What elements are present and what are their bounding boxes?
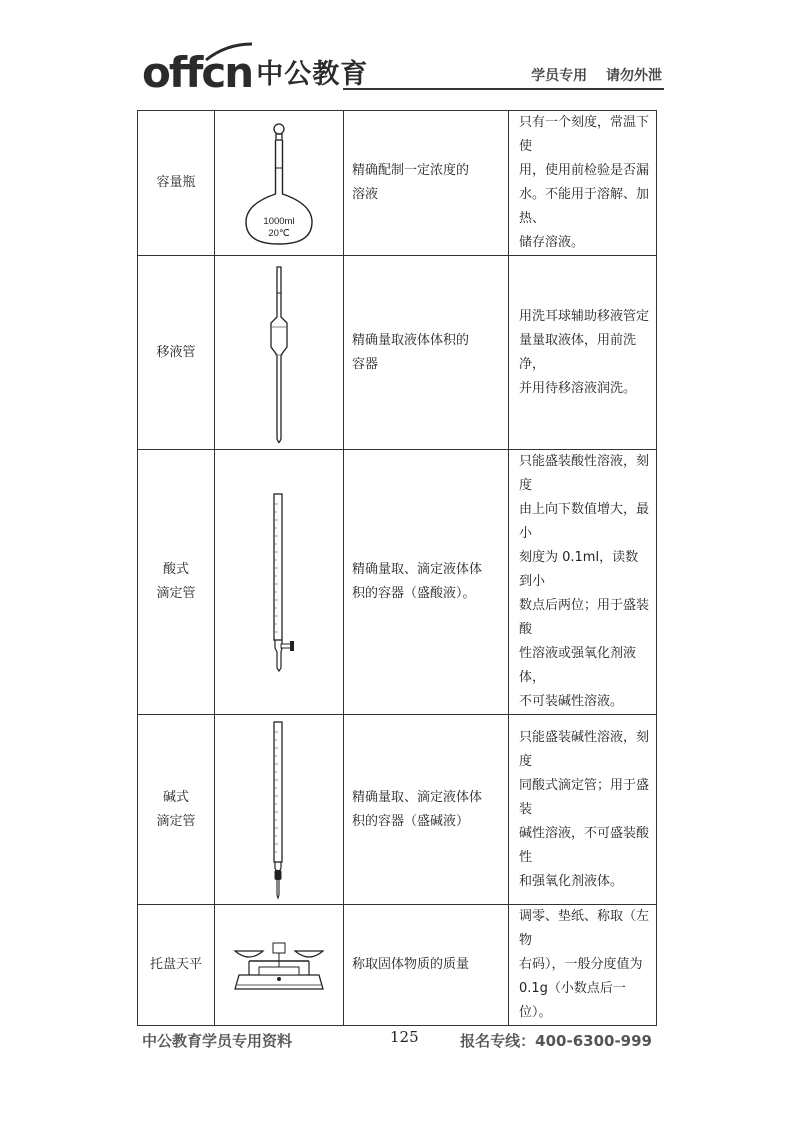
apparatus-use xyxy=(344,111,509,256)
note-line: 量量取液体，用前洗净， xyxy=(519,332,637,372)
note-line: 0.1g（小数点后一位）。 xyxy=(519,981,626,1020)
page-footer xyxy=(142,1030,652,1054)
use-line: 溶液 xyxy=(352,187,379,202)
pan-balance-icon xyxy=(229,937,329,993)
apparatus-image-cell xyxy=(215,905,344,1026)
name-line: 容量瓶 xyxy=(156,175,196,190)
name-line: 托盘天平 xyxy=(149,957,202,972)
footer-label: 中公教育学员专用资料 xyxy=(142,1032,293,1050)
name-line: 移液管 xyxy=(156,344,196,360)
apparatus-use xyxy=(344,715,509,905)
note-line: 只能盛装酸性溶液，刻度 xyxy=(519,454,650,493)
apparatus-name xyxy=(138,111,215,256)
apparatus-image-cell xyxy=(215,256,344,450)
offcn-logo xyxy=(142,48,369,97)
note-line: 用，使用前检验是否漏 xyxy=(519,163,650,178)
use-line: 积的容器（盛酸液）。 xyxy=(352,586,476,601)
apparatus-notes xyxy=(509,715,657,905)
table-row xyxy=(138,256,657,450)
apparatus-notes xyxy=(509,450,657,715)
use-line: 精确配制一定浓度的 xyxy=(352,163,470,178)
header-tag-confidential: 请勿外泄 xyxy=(606,68,662,84)
pipette-icon xyxy=(259,263,299,443)
note-line: 调零、垫纸、称取（左物 xyxy=(519,909,650,948)
apparatus-name xyxy=(138,715,215,905)
note-line: 同酸式滴定管；用于盛装 xyxy=(519,777,650,817)
use-line: 称取固体物质的质量 xyxy=(352,957,470,972)
note-line: 水。不能用于溶解、加热、 xyxy=(519,187,650,226)
header-rule xyxy=(343,88,664,90)
apparatus-name xyxy=(138,256,215,450)
table-row xyxy=(138,111,657,256)
use-line: 容器 xyxy=(352,356,379,372)
table-row xyxy=(138,905,657,1026)
page-number: 125 xyxy=(390,1028,419,1046)
name-line: 滴定管 xyxy=(156,813,196,829)
note-line: 刻度为 0.1ml，读数到小 xyxy=(519,550,639,589)
note-line: 性溶液或强氧化剂液体， xyxy=(519,646,637,685)
note-line: 数点后两位；用于盛装酸 xyxy=(519,598,650,637)
apparatus-notes xyxy=(509,111,657,256)
apparatus-image-cell xyxy=(215,450,344,715)
apparatus-image-cell xyxy=(215,715,344,905)
use-line: 精确量取、滴定液体体 xyxy=(352,789,483,805)
note-line: 右码），一般分度值为 xyxy=(519,957,643,972)
use-line: 精确量取、滴定液体体 xyxy=(352,562,483,577)
use-line: 精确量取液体体积的 xyxy=(352,332,470,348)
flask-volume-label: 1000ml xyxy=(263,216,295,227)
note-line: 由上向下数值增大，最小 xyxy=(519,502,650,541)
note-line: 用洗耳球辅助移液管定 xyxy=(519,308,650,324)
logo-swoosh-icon xyxy=(204,42,254,62)
apparatus-table xyxy=(137,110,657,1026)
apparatus-notes xyxy=(509,905,657,1026)
apparatus-name xyxy=(138,450,215,715)
apparatus-use xyxy=(344,256,509,450)
name-line: 酸式 xyxy=(162,562,189,577)
apparatus-use xyxy=(344,905,509,1026)
note-line: 储存溶液。 xyxy=(519,235,585,250)
header-tags xyxy=(517,65,662,85)
apparatus-use xyxy=(344,450,509,715)
logo-latin: offcn xyxy=(142,48,253,97)
note-line: 并用待移溶液润洗。 xyxy=(519,380,637,396)
footer-hotline: 报名专线：400-6300-999 xyxy=(460,1032,652,1050)
page-header xyxy=(138,40,664,96)
logo-chinese: 中公教育 xyxy=(256,59,369,90)
volumetric-flask-icon xyxy=(224,118,334,248)
flask-temp-label: 20℃ xyxy=(268,228,290,239)
base-burette-icon xyxy=(259,720,299,900)
apparatus-notes xyxy=(509,256,657,450)
use-line: 积的容器（盛碱液） xyxy=(352,813,470,829)
note-line: 碱性溶液，不可盛装酸性 xyxy=(519,825,650,865)
apparatus-name xyxy=(138,905,215,1026)
table-row xyxy=(138,715,657,905)
acid-burette-icon xyxy=(259,492,299,672)
note-line: 只有一个刻度，常温下使 xyxy=(519,115,650,154)
note-line: 和强氧化剂液体。 xyxy=(519,873,624,889)
name-line: 滴定管 xyxy=(156,586,196,601)
apparatus-image-cell xyxy=(215,111,344,256)
note-line: 只能盛装碱性溶液，刻度 xyxy=(519,729,650,769)
table-row xyxy=(138,450,657,715)
note-line: 不可装碱性溶液。 xyxy=(519,694,624,709)
header-tag-members: 学员专用 xyxy=(531,68,588,84)
name-line: 碱式 xyxy=(162,789,189,805)
